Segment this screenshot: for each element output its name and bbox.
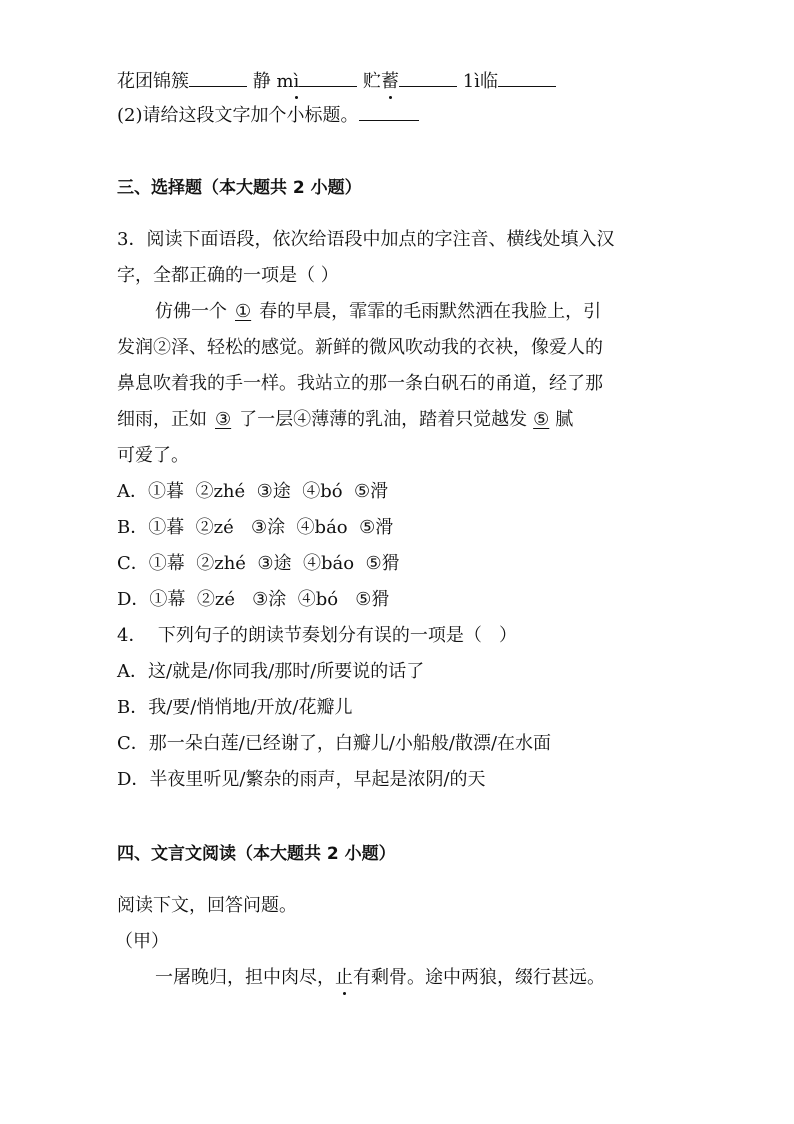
section-heading-choice: 三、选择题（本大题共 2 小题） xyxy=(117,178,362,198)
passage-line2: 发润②泽、轻松的感觉。新鲜的微风吹动我的衣袂，像爱人的 xyxy=(117,337,603,358)
q3-stem-line2: 字，全都正确的一项是（ ） xyxy=(117,265,339,286)
blank-3: ③ xyxy=(215,409,232,430)
q4-option-a[interactable]: A．这/就是/你同我/那时/所要说的话了 xyxy=(117,661,425,682)
word-huatuanjincu: 花团锦簇 xyxy=(117,71,189,92)
answer-blank[interactable] xyxy=(189,68,247,87)
dotted-char: 止 xyxy=(335,967,353,988)
blank-1: ① xyxy=(235,301,252,322)
passage-line4: 细雨，正如 ③ 了一层④薄薄的乳油，踏着只觉越发 ⑤ 腻 xyxy=(117,409,574,430)
answer-blank[interactable] xyxy=(399,68,457,87)
vocab-line xyxy=(117,68,556,94)
q4-option-d[interactable]: D．半夜里听见/繁杂的雨声，早起是浓阴/的天 xyxy=(117,769,486,790)
passage-line3: 鼻息吹着我的手一样。我站立的那一条白矾石的甬道，经了那 xyxy=(117,373,603,394)
q3-option-a[interactable]: A．①暮 ②zhé ③途 ④bó ⑤滑 xyxy=(117,481,389,502)
q3-stem-line1: 3．阅读下面语段，依次给语段中加点的字注音、横线处填入汉 xyxy=(117,229,615,250)
section-heading-classical: 四、文言文阅读（本大题共 2 小题） xyxy=(117,844,396,864)
passage-line5: 可爱了。 xyxy=(117,445,189,466)
word-linlin: 1ì临 xyxy=(462,71,498,92)
passage-line1: 仿佛一个 ① 春的早晨，霏霏的毛雨默然洒在我脸上，引 xyxy=(155,301,602,322)
classical-text-line1: 一屠晚归，担中肉尽，止有剩骨。途中两狼，缀行甚远。 xyxy=(155,967,605,988)
q4-option-c[interactable]: C．那一朵白莲/已经谢了，白瓣儿/小船般/散漂/在水面 xyxy=(117,733,552,754)
q4-option-b[interactable]: B．我/要/悄悄地/开放/花瓣儿 xyxy=(117,697,353,718)
sub-question-title: (2)请给这段文字加个小标题。 xyxy=(117,102,419,128)
q4-stem: 4． 下列句子的朗读节奏划分有误的一项是（ ） xyxy=(117,625,518,646)
answer-blank[interactable] xyxy=(359,102,419,121)
answer-blank[interactable] xyxy=(498,68,556,87)
q3-option-d[interactable]: D．①幕 ②zé ③涂 ④bó ⑤猾 xyxy=(117,589,390,610)
passage-label-jia: （甲） xyxy=(115,931,169,952)
answer-blank[interactable] xyxy=(299,68,357,87)
word-zhuxu: 贮蓄 xyxy=(363,71,400,92)
q3-option-c[interactable]: C．①幕 ②zhé ③途 ④báo ⑤猾 xyxy=(117,553,400,574)
q3-option-b[interactable]: B．①暮 ②zé ③涂 ④báo ⑤滑 xyxy=(117,517,394,538)
blank-5: ⑤ xyxy=(533,409,550,430)
word-jingmi: 静 mì xyxy=(252,71,300,92)
reading-intro: 阅读下文，回答问题。 xyxy=(117,895,297,916)
